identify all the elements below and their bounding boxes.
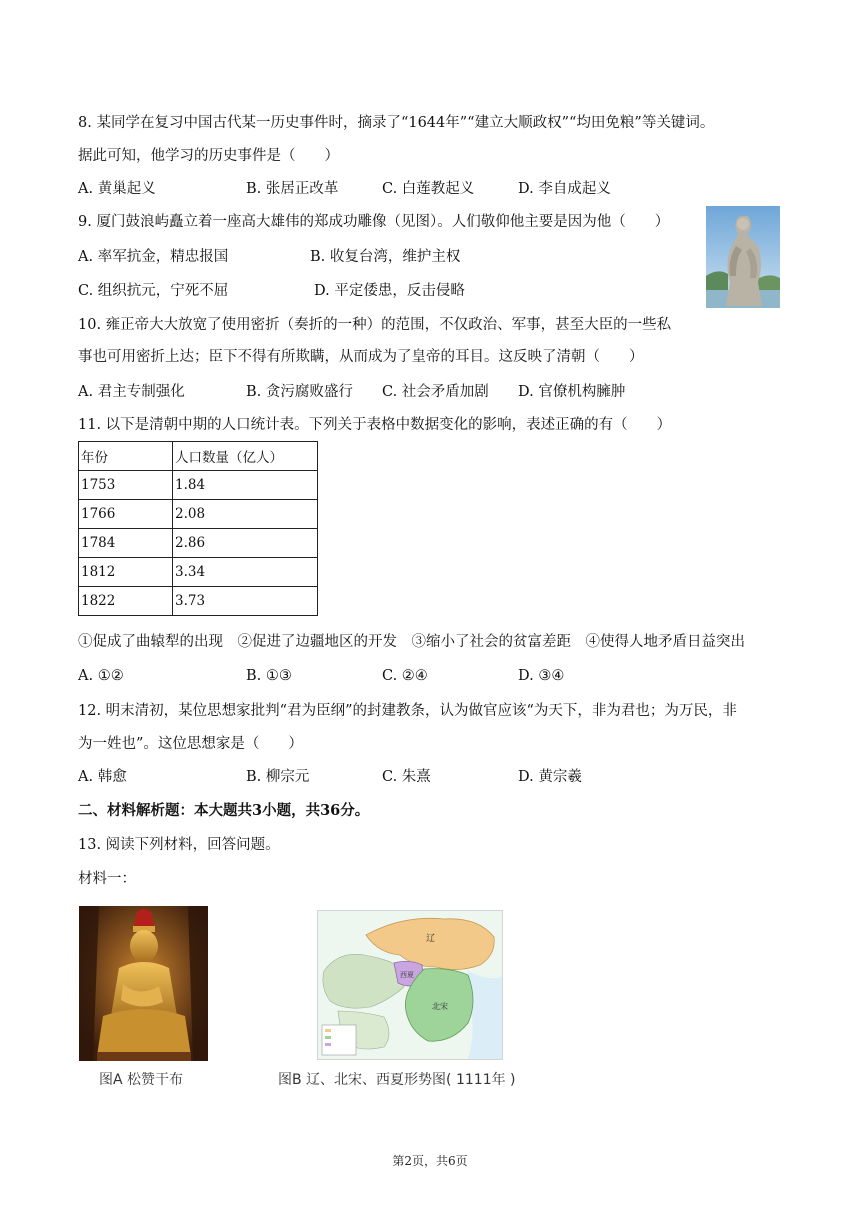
map-label-xixia: 西夏 xyxy=(400,971,414,979)
liao-song-xixia-map xyxy=(317,910,503,1060)
q12-option-a: A. 韩愈 xyxy=(78,769,127,785)
table-cell-population: 3.73 xyxy=(173,587,318,616)
q8-option-c: C. 白莲教起义 xyxy=(382,181,475,197)
table-row xyxy=(79,529,318,558)
map-label-liao: 辽 xyxy=(426,934,436,944)
q9-option-c: C. 组织抗元，宁死不屈 xyxy=(78,283,229,299)
q12-stem-line1: 12. 明末清初，某位思想家批判“君为臣纲”的封建教条，认为做官应该“为天下，非为君也；为万民，非 xyxy=(78,703,737,719)
section-heading: 二、材料解析题：本大题共3小题，共36分。 xyxy=(78,802,370,819)
q11-option-a: A. ①② xyxy=(78,668,124,684)
q9-option-a: A. 率军抗金，精忠报国 xyxy=(78,249,229,265)
table-cell-population: 3.34 xyxy=(173,558,318,587)
table-cell-year: 1822 xyxy=(79,587,173,616)
population-table xyxy=(78,441,318,616)
q8-option-a: A. 黄巢起义 xyxy=(78,181,156,197)
map-label-beisong: 北宋 xyxy=(432,1002,448,1011)
q12-stem-line2: 为一姓也”。这位思想家是（ ） xyxy=(78,736,303,752)
q8-option-d: D. 李自成起义 xyxy=(518,181,611,197)
q10-stem-line2: 事也可用密折上达；臣下不得有所欺瞒，从而成为了皇帝的耳目。这反映了清朝（ ） xyxy=(78,349,644,365)
q12-option-b: B. 柳宗元 xyxy=(246,769,310,785)
table-row xyxy=(79,471,318,500)
q8-stem-line1: 8. 某同学在复习中国古代某一历史事件时，摘录了“1644年”“建立大顺政权”“均田免粮”等关键词。 xyxy=(78,115,715,131)
zheng-chenggong-statue-image xyxy=(706,206,780,308)
q11-statements: ①促成了曲辕犁的出现 ②促进了边疆地区的开发 ③缩小了社会的贫富差距 ④使得人地矛盾日益突出 xyxy=(78,634,745,650)
table-cell-year: 1753 xyxy=(79,471,173,500)
q11-option-d: D. ③④ xyxy=(518,668,565,684)
q10-stem-line1: 10. 雍正帝大大放宽了使用密折（奏折的一种）的范围，不仅政治、军事，甚至大臣的一些私 xyxy=(78,317,672,333)
table-header-row xyxy=(79,442,318,471)
q9-option-d: D. 平定倭患，反击侵略 xyxy=(314,283,465,299)
table-cell-year: 1784 xyxy=(79,529,173,558)
q13-material-label: 材料一： xyxy=(78,871,136,887)
figure-b-caption: 图B 辽、北宋、西夏形势图( 1111年 ) xyxy=(278,1072,516,1088)
table-cell-population: 2.86 xyxy=(173,529,318,558)
table-cell-year: 1766 xyxy=(79,500,173,529)
table-row xyxy=(79,558,318,587)
q13-stem-line1: 13. 阅读下列材料，回答问题。 xyxy=(78,837,280,853)
page-number-footer: 第2页，共6页 xyxy=(392,1154,468,1168)
table-cell-year: 1812 xyxy=(79,558,173,587)
q10-option-d: D. 官僚机构臃肿 xyxy=(518,384,626,400)
q10-option-b: B. 贪污腐败盛行 xyxy=(246,384,353,400)
table-cell-population: 1.84 xyxy=(173,471,318,500)
table-header-cell: 人口数量（亿人） xyxy=(173,442,318,471)
q12-option-d: D. 黄宗羲 xyxy=(518,769,582,785)
q9-option-b: B. 收复台湾，维护主权 xyxy=(310,249,461,265)
table-row xyxy=(79,500,318,529)
q8-option-b: B. 张居正改革 xyxy=(246,181,339,197)
q9-stem-line1: 9. 厦门鼓浪屿矗立着一座高大雄伟的郑成功雕像（见图）。人们敬仰他主要是因为他（ ） xyxy=(78,214,670,230)
q10-option-a: A. 君主专制强化 xyxy=(78,384,185,400)
table-header-cell: 年份 xyxy=(79,442,173,471)
figure-a-caption: 图A 松赞干布 xyxy=(99,1072,184,1088)
q11-stem-line1: 11. 以下是清朝中期的人口统计表。下列关于表格中数据变化的影响，表述正确的有（ ） xyxy=(78,417,672,433)
q11-option-c: C. ②④ xyxy=(382,668,428,684)
table-cell-population: 2.08 xyxy=(173,500,318,529)
q10-option-c: C. 社会矛盾加剧 xyxy=(382,384,489,400)
q11-option-b: B. ①③ xyxy=(246,668,292,684)
table-row xyxy=(79,587,318,616)
q12-option-c: C. 朱熹 xyxy=(382,769,431,785)
q8-stem-line2: 据此可知，他学习的历史事件是（ ） xyxy=(78,148,339,164)
songtsen-gampo-image xyxy=(79,906,208,1061)
